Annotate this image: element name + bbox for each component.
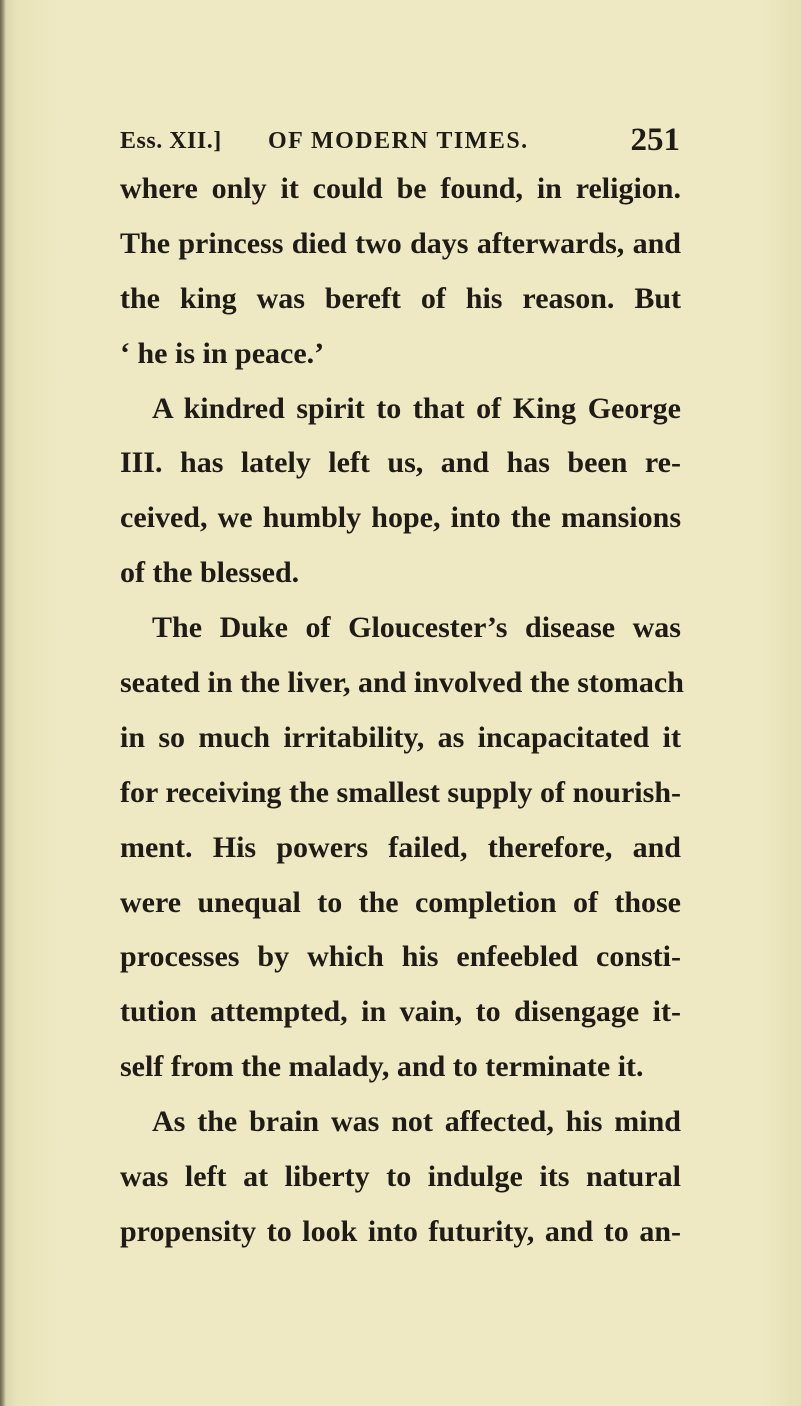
text-line: was left at liberty to indulge its natural	[120, 1160, 681, 1194]
text-line: III. has lately left us, and has been re-	[120, 446, 681, 480]
text-line: in so much irritability, as incapacitated it	[120, 720, 681, 754]
binding-edge	[0, 0, 6, 1406]
text-line: seated in the liver, and involved the stomach	[120, 666, 684, 700]
text-line: processes by which his enfeebled consti-	[120, 940, 681, 974]
text-line: where only it could be found, in religion.	[120, 172, 681, 205]
text-line: the king was bereft of his reason. But	[120, 281, 681, 315]
body-text	[120, 162, 684, 1260]
text-line: ment. His powers failed, therefore, and	[120, 830, 681, 864]
header-section: Ess. XII.]	[120, 128, 222, 154]
header-title: OF MODERN TIMES.	[268, 128, 529, 154]
text-line: of the blessed.	[120, 556, 300, 590]
text-line: for receiving the smallest supply of nourish-	[120, 775, 681, 809]
text-line: ceived, we humbly hope, into the mansions	[120, 501, 681, 535]
text-line: tution attempted, in vain, to disengage it-	[120, 995, 681, 1029]
paragraph-start-line: As the brain was not affected, his mind	[152, 1105, 681, 1139]
text-line: propensity to look into futurity, and to an-	[120, 1214, 681, 1248]
paragraph-start-line: A kindred spirit to that of King George	[152, 391, 681, 425]
page-number: 251	[630, 122, 680, 158]
running-header	[120, 122, 680, 166]
text-line: were unequal to the completion of those	[120, 885, 681, 919]
text-line: ‘ he is in peace.’	[120, 336, 325, 370]
text-line: self from the malady, and to terminate it.	[120, 1050, 644, 1084]
text-line: The princess died two days afterwards, and	[120, 226, 681, 260]
paragraph-start-line: The Duke of Gloucester’s disease was	[152, 611, 681, 645]
